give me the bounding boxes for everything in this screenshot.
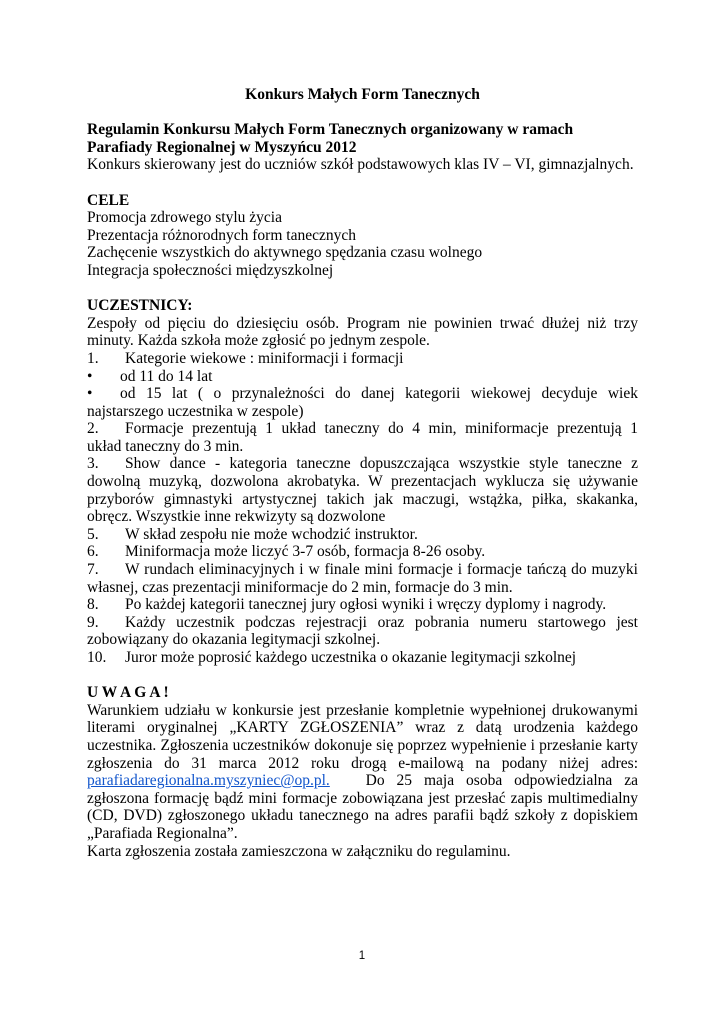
- rule-number: 10.: [87, 649, 107, 666]
- rule-continuation: zobowiązany do okazania legitymacji szkolnej.: [87, 631, 381, 649]
- rule-item: [87, 455, 638, 473]
- cele-item: Promocja zdrowego stylu życia: [87, 209, 282, 227]
- rule-item: [87, 614, 638, 632]
- page-number: 1: [358, 950, 366, 962]
- regulation-heading-line2: Parafiady Regionalnej w Myszyńcu 2012: [87, 138, 357, 156]
- rule-continuation: dowolną muzyką, dozwolona akrobatyka. W prezentacjach wyklucza się używanie przyborów gimnastyki artystycznej takich jak maczugi, wstążka, piłka, skakanka, obręcz. Wszystkie inne rekwizyty są dozwolone: [87, 473, 638, 526]
- rule-item: [87, 385, 638, 403]
- rule-number: 7.: [87, 561, 99, 579]
- rule-item: [87, 649, 638, 667]
- rule-continuation: układ taneczny do 3 min.: [87, 437, 244, 455]
- rule-item: [87, 561, 638, 579]
- cele-item: Zachęcenie wszystkich do aktywnego spędzania czasu wolnego: [87, 244, 483, 262]
- rule-continuation: najstarszego uczestnika w zespole): [87, 402, 304, 420]
- uwaga-text-after-link: Do 25 maja osoba odpowiedzialna za zgłoszona formację bądź mini formacje zobowiązana jest przesłać zapis multimedialny (CD, DVD) zgłoszonego układu tanecznego na adres parafii bądź szkoły z dopiskiem „Parafiada Regionalna”.: [87, 772, 639, 842]
- rule-number: 8.: [87, 596, 99, 614]
- cele-item: Integracja społeczności międzyszkolnej: [87, 261, 334, 279]
- rule-text: od 11 do 14 lat: [120, 367, 213, 385]
- rule-text: W skład zespołu nie może wchodzić instruktor.: [125, 525, 418, 543]
- rule-text: Każdy uczestnik podczas rejestracji oraz pobrania numeru startowego jest: [125, 613, 638, 631]
- document-title: Konkurs Małych Form Tanecznych: [245, 86, 480, 103]
- bullet: •: [87, 367, 93, 385]
- uwaga-heading: U W A G A !: [87, 684, 169, 702]
- uwaga-paragraph: [87, 702, 638, 843]
- rule-item: [87, 596, 638, 614]
- rule-number: 9.: [87, 613, 99, 631]
- rule-number: 1.: [87, 349, 99, 367]
- email-link[interactable]: parafiadaregionalna.myszyniec@op.pl.: [87, 772, 330, 790]
- document-body: [87, 86, 638, 860]
- rule-continuation: własnej, czas prezentacji miniformacje do 2 min, formacje do 3 min.: [87, 578, 513, 596]
- rule-number: 5.: [87, 525, 99, 543]
- uwaga-text-before-link: Warunkiem udziału w konkursie jest przesłanie kompletnie wypełnionej drukowanymi literami oryginalnej „KARTY ZGŁOSZENIA” wraz z datą urodzenia każdego uczestnika. Zgłoszenia uczestników dokonuje się poprzez wypełnienie i przesłanie karty zgłoszenia do 31 marca 2012 roku drogą e-mailową na podany niżej adres:: [87, 701, 638, 772]
- rule-number: 2.: [87, 420, 99, 438]
- rule-text: Kategorie wiekowe : miniformacji i formacji: [125, 349, 404, 367]
- uwaga-closing: Karta zgłoszenia została zamieszczona w załączniku do regulaminu.: [87, 842, 511, 860]
- rule-item: [87, 420, 638, 438]
- rule-text: Juror może poprosić każdego uczestnika o okazanie legitymacji szkolnej: [125, 649, 577, 666]
- rule-item: [87, 368, 638, 386]
- cele-heading: CELE: [87, 191, 130, 209]
- rule-number: 3.: [87, 455, 99, 473]
- rule-item: [87, 543, 638, 561]
- rule-text: Show dance - kategoria taneczne dopuszczająca wszystkie style taneczne z: [125, 455, 638, 473]
- bullet: •: [87, 385, 93, 403]
- rule-text: od 15 lat ( o przynależności do danej kategorii wiekowej decyduje wiek: [120, 385, 638, 403]
- rule-text: Miniformacja może liczyć 3-7 osób, formacja 8-26 osoby.: [125, 543, 486, 561]
- rule-text: Po każdej kategorii tanecznej jury ogłosi wyniki i wręczy dyplomy i nagrody.: [125, 596, 607, 614]
- intro-paragraph: Konkurs skierowany jest do uczniów szkół podstawowych klas IV – VI, gimnazjalnych.: [87, 156, 634, 174]
- rule-item: [87, 526, 638, 544]
- rule-number: 6.: [87, 543, 99, 561]
- uczestnicy-intro: Zespoły od pięciu do dziesięciu osób. Program nie powinien trwać dłużej niż trzy minuty. Każda szkoła może zgłosić po jednym zespole.: [87, 314, 638, 350]
- uczestnicy-heading: UCZESTNICY:: [87, 297, 193, 315]
- cele-item: Prezentacja różnorodnych form tanecznych: [87, 226, 356, 244]
- regulation-heading-line1: Regulamin Konkursu Małych Form Tanecznych organizowany w ramach: [87, 121, 574, 139]
- rule-text: Formacje prezentują 1 układ taneczny do 4 min, miniformacje prezentują 1: [125, 420, 638, 438]
- rule-text: W rundach eliminacyjnych i w finale mini formacje i formacje tańczą do muzyki: [125, 561, 638, 579]
- rule-item: [87, 350, 638, 368]
